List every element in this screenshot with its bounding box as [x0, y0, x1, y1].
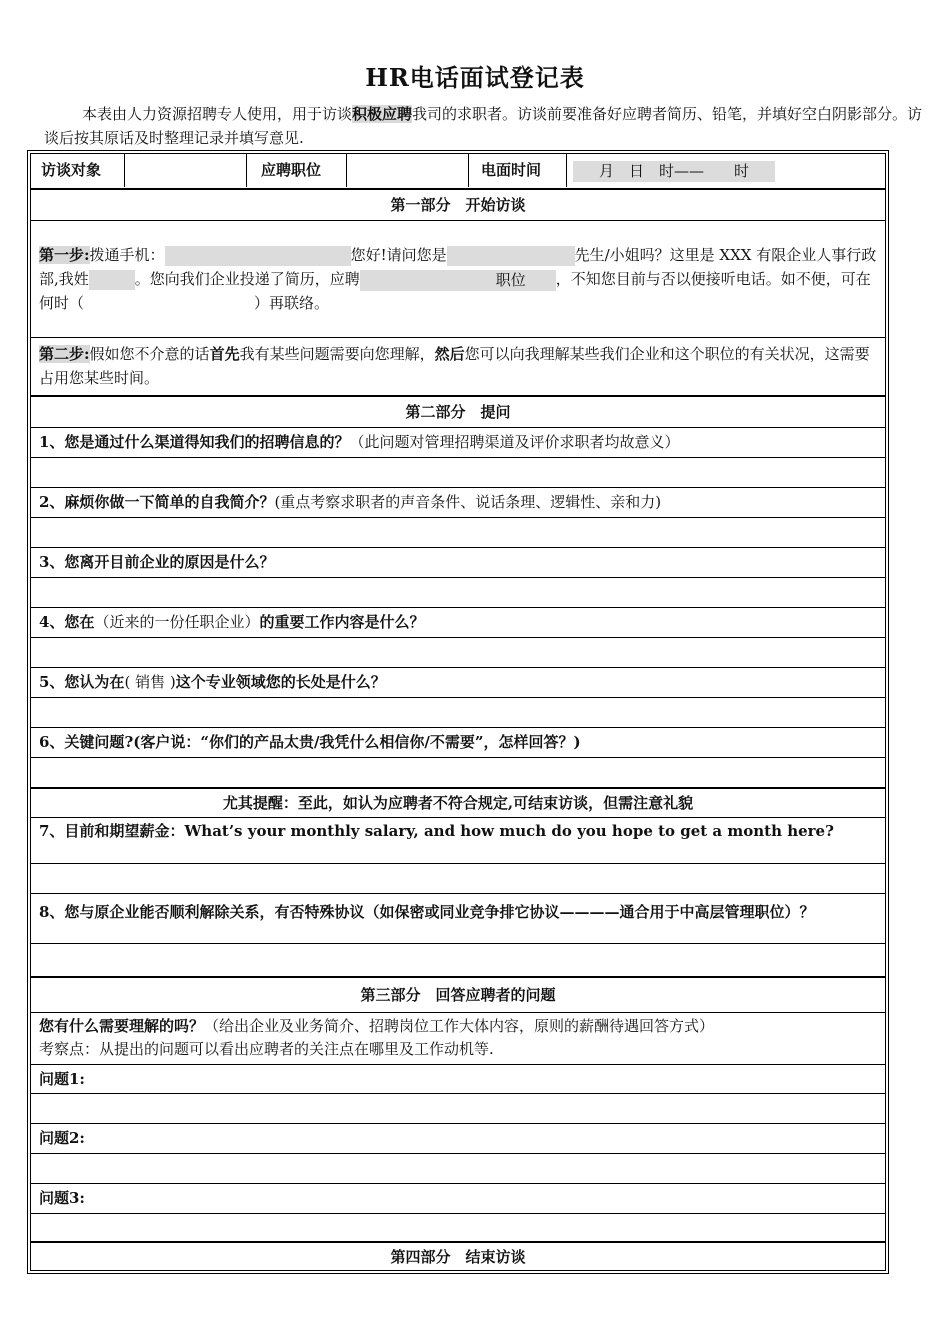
step1-text-c: 先生/小姐吗？这里是 XXX 有限企业人事行政部,我姓 [39, 246, 877, 288]
answer-4[interactable] [31, 638, 885, 668]
step1-text-d: 。您向我们企业投递了简历，应聘 [134, 270, 360, 288]
candidate-question-1-label: 问题1: [31, 1065, 885, 1094]
intro-text-2: 我司的求职者。访谈前要准备好应聘者简历、铅笔，并填好空白阴影部分。访谈后按其原话及时整理记录并填写意见. [44, 105, 923, 147]
part2-heading: 第二部分 提问 [31, 396, 885, 428]
name-field[interactable] [447, 246, 575, 266]
q5-text-b: 这个专业领域您的长处是什么？ [175, 673, 386, 691]
question-4 [31, 608, 885, 638]
step1-label: 第一步: [39, 246, 90, 264]
q5-text-a: 5、您认为在 [39, 673, 125, 691]
answer-7[interactable] [31, 864, 885, 894]
answer-1[interactable] [31, 458, 885, 488]
intro-paragraph [44, 102, 924, 150]
candidate-question-2-label: 问题2: [31, 1124, 885, 1154]
step1-text-b: 您好!请问您是 [350, 246, 447, 264]
candidate-answer-3[interactable] [31, 1214, 885, 1242]
hr-surname-field[interactable] [89, 270, 135, 290]
position-label: 应聘职位 [247, 154, 347, 187]
answer-2[interactable] [31, 518, 885, 548]
step2-block [31, 338, 885, 396]
candidate-questions-intro [31, 1013, 885, 1065]
q1-note: （此问题对管理招聘渠道及评价求职者均故意义） [349, 433, 680, 451]
answer-5[interactable] [31, 698, 885, 728]
intro-highlight: 积极应聘 [352, 105, 413, 123]
phone-field[interactable] [165, 246, 351, 266]
q2-note: (重点考察求职者的声音条件、说话条理、逻辑性、亲和力) [274, 493, 662, 511]
form-outer-border [27, 150, 889, 1274]
position-field[interactable] [347, 154, 469, 187]
interviewee-field[interactable] [125, 154, 247, 187]
part3-heading: 第三部分 回答应聘者的问题 [31, 977, 885, 1013]
q2-text: 2、麻烦你做一下简单的自我简介？ [39, 493, 275, 511]
step1-text-a: 拨通手机： [89, 246, 165, 264]
step1-block [31, 221, 885, 338]
step2-text-c: 我有某些问题需要向您理解， [239, 345, 435, 363]
ask-text: 您有什么需要理解的吗？ [39, 1017, 205, 1035]
candidate-question-3-label: 问题3: [31, 1184, 885, 1214]
step1-text-f: ）再联络。 [254, 294, 330, 312]
question-8: 8、您与原企业能否顺利解除关系，有否特殊协议（如保密或同业竞争排它协议————通合用于中高层管理职位）？ [31, 894, 885, 944]
interviewee-label: 访谈对象 [31, 154, 125, 187]
answer-3[interactable] [31, 578, 885, 608]
part1-heading: 第一部分 开始访谈 [31, 189, 885, 221]
question-5 [31, 668, 885, 698]
call-time-field[interactable]: 月 日 时—— 时 [573, 161, 775, 182]
answer-6[interactable] [31, 758, 885, 788]
intro-text-1: 本表由人力资源招聘专人使用，用于访谈 [82, 105, 353, 123]
step2-then: 然后 [434, 345, 465, 363]
candidate-answer-2[interactable] [31, 1154, 885, 1184]
applied-position-field[interactable]: 职位 [360, 270, 556, 291]
q4-text-b: 的重要工作内容是什么？ [259, 613, 425, 631]
question-6: 6、关键问题?(客户说：“你们的产品太贵/我凭什么相信你/不需要”，怎样回答？) [31, 728, 885, 758]
question-3: 3、您离开目前企业的原因是什么？ [31, 548, 885, 578]
step1-text-e: ，不知您目前与否以便接听电话。如不便，可在何时（ [39, 270, 871, 312]
question-7: 7、目前和期望薪金：What’s your monthly salary, and how much do you hope to get a month here? [31, 818, 885, 864]
ask-note: （给出企业及业务简介、招聘岗位工作大体内容，原则的薪酬待遇回答方式） [204, 1017, 715, 1035]
form-title: HR电话面试登记表 [365, 63, 585, 92]
header-row [31, 154, 885, 189]
special-reminder: 尤其提醒：至此，如认为应聘者不符合规定,可结束访谈，但需注意礼貌 [31, 788, 885, 818]
part4-heading: 第四部分 结束访谈 [31, 1242, 885, 1270]
answer-8[interactable] [31, 944, 885, 977]
question-1 [31, 428, 885, 458]
form-table [30, 153, 886, 1271]
observation-text: 考察点：从提出的问题可以看出应聘者的关注点在哪里及工作动机等. [39, 1040, 494, 1058]
q4-note: （近来的一份任职企业） [94, 613, 260, 631]
step2-text-a: 假如您不介意的话 [89, 345, 210, 363]
q5-note: ( 销售 ) [124, 673, 176, 691]
question-2 [31, 488, 885, 518]
step2-text-e: 您可以向我理解某些我们企业和这个职位的有关状况，这需要占用您某些时间。 [39, 345, 870, 387]
q4-text-a: 4、您在 [39, 613, 95, 631]
candidate-answer-1[interactable] [31, 1094, 885, 1124]
step2-label: 第二步: [39, 345, 90, 363]
step2-first: 首先 [209, 345, 240, 363]
q1-text: 1、您是通过什么渠道得知我们的招聘信息的？ [39, 433, 350, 451]
call-time-label: 电面时间 [469, 154, 567, 187]
